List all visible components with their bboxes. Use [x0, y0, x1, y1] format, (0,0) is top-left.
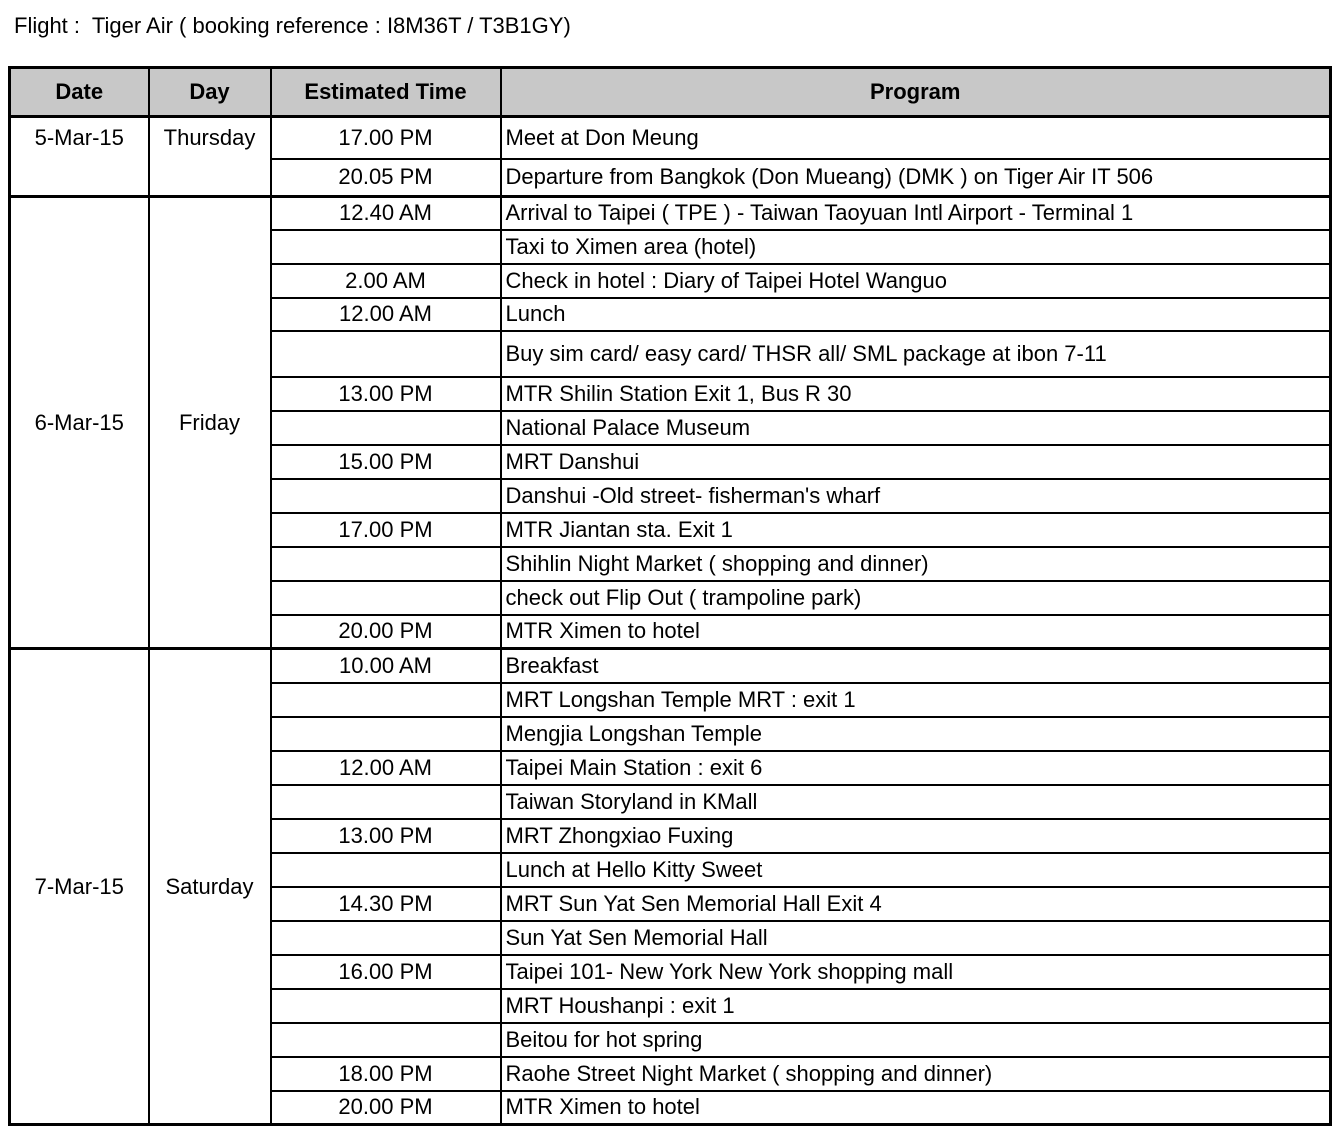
program-cell: Mengjia Longshan Temple	[501, 717, 1331, 751]
time-cell: 17.00 PM	[271, 117, 501, 159]
date-cell: 6-Mar-15	[10, 197, 149, 649]
program-cell: MRT Zhongxiao Fuxing	[501, 819, 1331, 853]
day-cell: Thursday	[149, 117, 271, 197]
program-cell: Taipei Main Station : exit 6	[501, 751, 1331, 785]
time-cell: 13.00 PM	[271, 377, 501, 411]
time-cell: 20.00 PM	[271, 615, 501, 649]
time-cell	[271, 331, 501, 377]
program-cell: Raohe Street Night Market ( shopping and dinner)	[501, 1057, 1331, 1091]
program-cell: Buy sim card/ easy card/ THSR all/ SML package at ibon 7-11	[501, 331, 1331, 377]
time-cell: 14.30 PM	[271, 887, 501, 921]
program-cell: MTR Shilin Station Exit 1, Bus R 30	[501, 377, 1331, 411]
program-cell: Meet at Don Meung	[501, 117, 1331, 159]
program-cell: MRT Longshan Temple MRT : exit 1	[501, 683, 1331, 717]
time-cell	[271, 989, 501, 1023]
time-cell	[271, 581, 501, 615]
program-cell: Sun Yat Sen Memorial Hall	[501, 921, 1331, 955]
header-estimated-time: Estimated Time	[271, 68, 501, 117]
itinerary-body	[10, 117, 1331, 1125]
program-cell: Taiwan Storyland in KMall	[501, 785, 1331, 819]
program-cell: check out Flip Out ( trampoline park)	[501, 581, 1331, 615]
time-cell: 12.00 AM	[271, 751, 501, 785]
itinerary-row	[10, 117, 1331, 159]
program-cell: MTR Jiantan sta. Exit 1	[501, 513, 1331, 547]
time-cell: 10.00 AM	[271, 649, 501, 683]
time-cell: 2.00 AM	[271, 264, 501, 298]
itinerary-row	[10, 197, 1331, 230]
time-cell: 13.00 PM	[271, 819, 501, 853]
flight-info: Flight : Tiger Air ( booking reference : I8M36T / T3B1GY)	[14, 13, 571, 38]
time-cell	[271, 921, 501, 955]
program-cell: MTR Ximen to hotel	[501, 1091, 1331, 1125]
program-cell: Shihlin Night Market ( shopping and dinner)	[501, 547, 1331, 581]
day-cell: Friday	[149, 197, 271, 649]
header-date: Date	[10, 68, 149, 117]
program-cell: Breakfast	[501, 649, 1331, 683]
program-cell: Lunch	[501, 298, 1331, 331]
date-cell: 5-Mar-15	[10, 117, 149, 197]
itinerary-table	[8, 66, 1332, 1126]
time-cell: 17.00 PM	[271, 513, 501, 547]
header-row	[10, 68, 1331, 117]
time-cell	[271, 411, 501, 445]
program-cell: Check in hotel : Diary of Taipei Hotel Wanguo	[501, 264, 1331, 298]
program-cell: MTR Ximen to hotel	[501, 615, 1331, 649]
time-cell	[271, 717, 501, 751]
program-cell: MRT Sun Yat Sen Memorial Hall Exit 4	[501, 887, 1331, 921]
time-cell: 12.40 AM	[271, 197, 501, 230]
program-cell: Beitou for hot spring	[501, 1023, 1331, 1057]
program-cell: Taxi to Ximen area (hotel)	[501, 230, 1331, 264]
program-cell: Arrival to Taipei ( TPE ) - Taiwan Taoyuan Intl Airport - Terminal 1	[501, 197, 1331, 230]
time-cell	[271, 853, 501, 887]
header-program: Program	[501, 68, 1331, 117]
date-cell: 7-Mar-15	[10, 649, 149, 1125]
program-cell: MRT Danshui	[501, 445, 1331, 479]
time-cell: 18.00 PM	[271, 1057, 501, 1091]
time-cell	[271, 230, 501, 264]
itinerary-row	[10, 649, 1331, 683]
time-cell	[271, 1023, 501, 1057]
program-cell: Danshui -Old street- fisherman's wharf	[501, 479, 1331, 513]
header-day: Day	[149, 68, 271, 117]
program-cell: Taipei 101- New York New York shopping mall	[501, 955, 1331, 989]
time-cell	[271, 479, 501, 513]
program-cell: Departure from Bangkok (Don Mueang) (DMK ) on Tiger Air IT 506	[501, 159, 1331, 197]
time-cell	[271, 785, 501, 819]
program-cell: MRT Houshanpi : exit 1	[501, 989, 1331, 1023]
program-cell: National Palace Museum	[501, 411, 1331, 445]
program-cell: Lunch at Hello Kitty Sweet	[501, 853, 1331, 887]
time-cell	[271, 547, 501, 581]
day-cell: Saturday	[149, 649, 271, 1125]
time-cell: 20.00 PM	[271, 1091, 501, 1125]
time-cell: 12.00 AM	[271, 298, 501, 331]
time-cell	[271, 683, 501, 717]
time-cell: 15.00 PM	[271, 445, 501, 479]
time-cell: 20.05 PM	[271, 159, 501, 197]
time-cell: 16.00 PM	[271, 955, 501, 989]
